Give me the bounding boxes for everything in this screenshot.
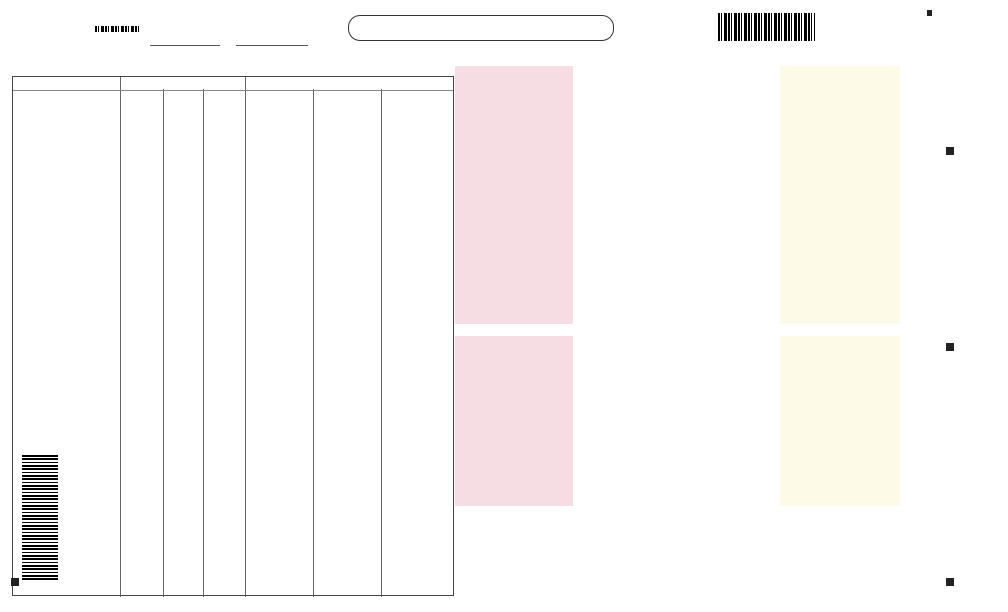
id-column-pink-1 [455, 66, 573, 324]
edge-marker [946, 578, 954, 586]
document-title [348, 15, 614, 41]
inicio-underline [150, 45, 220, 46]
edge-marker [946, 147, 954, 155]
firma-column-bg-1 [780, 66, 900, 324]
main-barcode [718, 13, 815, 41]
header-small-barcode [95, 26, 140, 32]
side-barcode [22, 455, 58, 580]
votes-table [12, 76, 454, 596]
edge-marker [946, 343, 954, 351]
id-column-pink-2 [455, 336, 573, 506]
firma-column-bg-2 [780, 336, 900, 506]
edge-marker [11, 578, 19, 586]
cierre-underline [236, 45, 308, 46]
edge-marker [927, 10, 932, 16]
